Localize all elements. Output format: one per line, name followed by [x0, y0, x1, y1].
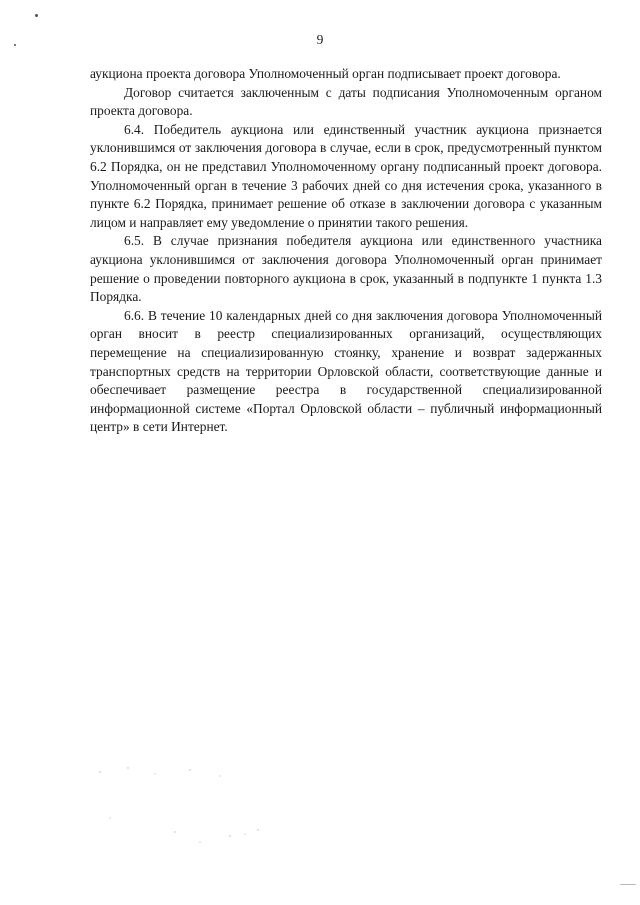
- document-body: [90, 65, 602, 437]
- paragraph-continuation: аукциона проекта договора Уполномоченный орган подписывает проект договора.: [90, 66, 561, 81]
- paragraph-6-4: 6.4. Победитель аукциона или единственный участник аукциона признается уклонившимся от заключения договора в случае, если в срок, предусмотренный пунктом 6.2 Порядка, он не представил Уполномоченному органу подписанный проект договора. Уполномоченный орган в течение 3 рабочих дней со дня истечения срока, указанного в пункте 6.2 Порядка, принимает решение об отказе в заключении договора с указанным лицом и направляет ему уведомление о принятии такого решения.: [90, 121, 602, 230]
- scan-speck: [35, 14, 38, 17]
- scan-speck: [620, 884, 636, 885]
- page-number: 9: [316, 32, 324, 47]
- paragraph-6-5: 6.5. В случае признания победителя аукциона или единственного участника аукциона уклонившимся от заключения договора Уполномоченный орган принимает решение о проведении повторного аукциона в срок, указанный в подпункте 1 пункта 1.3 Порядка.: [90, 233, 602, 305]
- scan-noise: [80, 760, 280, 860]
- paragraph-contract-concluded: Договор считается заключенным с даты подписания Уполномоченным органом проекта договора.: [90, 84, 602, 119]
- paragraph-6-6: 6.6. В течение 10 календарных дней со дня заключения договора Уполномоченный орган вносит в реестр специализированных организаций, осуществляющих перемещение на специализированную стоянку, хранение и возврат задержанных транспортных средств на территории Орловской области, соответствующие данные и обеспечивает размещение реестра в государственной специализированной информационной системе «Портал Орловской области – публичный информационный центр» в сети Интернет.: [90, 307, 602, 435]
